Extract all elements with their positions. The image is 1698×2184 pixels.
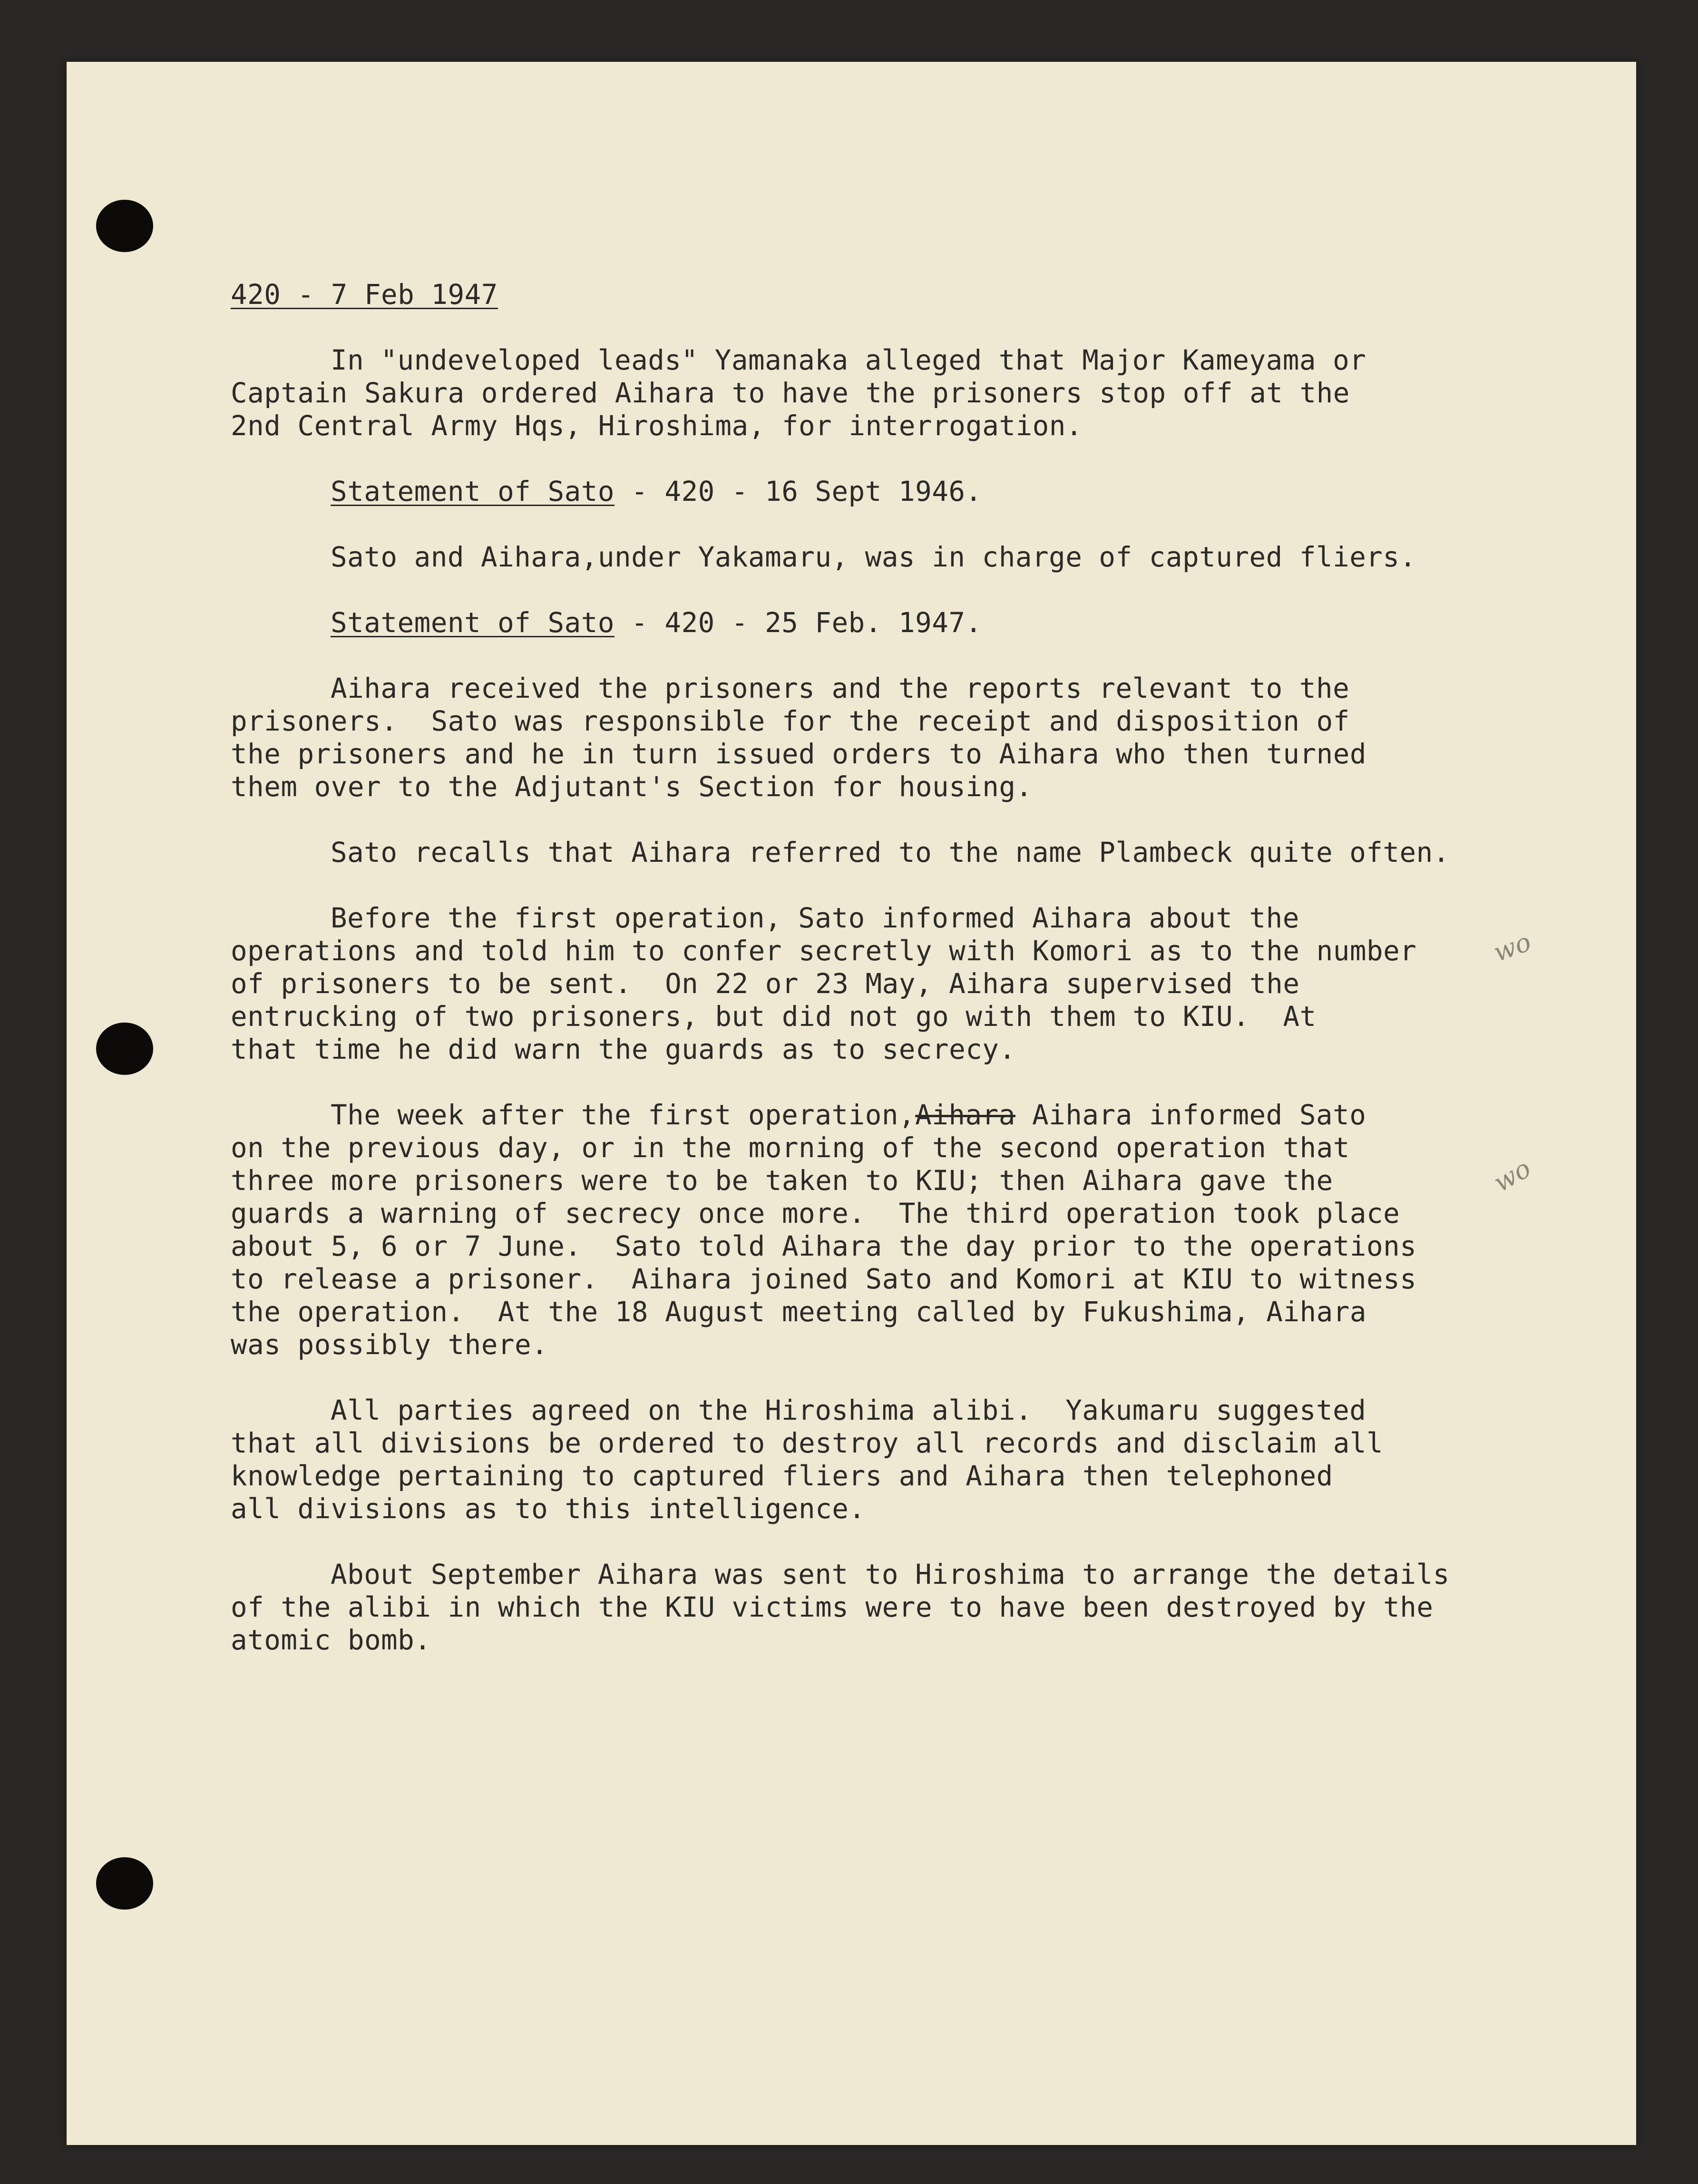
paragraph-line: on the previous day, or in the morning of the second operation that (231, 1132, 1350, 1164)
paragraph-line: was possibly there. (231, 1329, 548, 1361)
paragraph-line: the prisoners and he in turn issued orders to Aihara who then turned (231, 738, 1367, 770)
paragraph-line: Aihara received the prisoners and the reports relevant to the (331, 673, 1350, 704)
statement-heading (231, 606, 1543, 639)
struck-text: Aihara (915, 1099, 1015, 1131)
paragraph-line: all divisions as to this intelligence. (231, 1493, 866, 1525)
paragraph-line: to release a prisoner. Aihara joined Sato and Komori at KIU to witness (231, 1263, 1417, 1295)
paragraph-line: operations and told him to confer secretly with Komori as to the number (231, 935, 1417, 967)
paragraph-line: them over to the Adjutant's Section for housing. (231, 771, 1033, 803)
paragraph-line: atomic bomb. (231, 1624, 431, 1656)
paragraph-line: guards a warning of secrecy once more. The third operation took place (231, 1198, 1400, 1229)
paragraph-line: of prisoners to be sent. On 22 or 23 May, Aihara supervised the (231, 968, 1300, 1000)
paragraph-line: entrucking of two prisoners, but did not go with them to KIU. At (231, 1001, 1317, 1033)
statement-label: Statement of Sato (331, 607, 615, 639)
paragraph-line: about 5, 6 or 7 June. Sato told Aihara the day prior to the operations (231, 1230, 1417, 1262)
paragraph-line: Before the first operation, Sato informed Aihara about the (331, 902, 1299, 934)
paragraph-line: three more prisoners were to be taken to KIU; then Aihara gave the (231, 1165, 1333, 1197)
punch-hole-top (96, 200, 153, 252)
text-run: Aihara informed Sato (1015, 1099, 1366, 1131)
paragraph-line: that all divisions be ordered to destroy all records and disclaim all (231, 1427, 1384, 1459)
paragraph-line: Captain Sakura ordered Aihara to have the prisoners stop off at the (231, 377, 1350, 409)
paragraph-line: Sato recalls that Aihara referred to the name Plambeck quite often. (331, 837, 1450, 868)
punch-hole-middle (96, 1023, 153, 1075)
paragraph-line: In "undeveloped leads" Yamanaka alleged that Major Kameyama or (331, 344, 1366, 376)
paragraph-line: of the alibi in which the KIU victims were to have been destroyed by the (231, 1591, 1434, 1623)
paragraph-line: 2nd Central Army Hqs, Hiroshima, for interrogation. (231, 410, 1083, 442)
statement-label: Statement of Sato (331, 476, 615, 507)
statement-ref: - 420 - 25 Feb. 1947. (615, 607, 982, 639)
text-run: The week after the first operation, (331, 1099, 916, 1131)
paragraph-line: About September Aihara was sent to Hiroshima to arrange the details (331, 1559, 1450, 1590)
margin-note: wo (1489, 926, 1535, 968)
paragraph-line (231, 1099, 1543, 1131)
paragraph-line: prisoners. Sato was responsible for the receipt and disposition of (231, 705, 1350, 737)
paragraph-line: Sato and Aihara,under Yakamaru, was in charge of captured fliers. (331, 541, 1416, 573)
paragraph-line: All parties agreed on the Hiroshima alibi. Yakumaru suggested (331, 1394, 1366, 1426)
margin-note: wo (1488, 1153, 1536, 1198)
paragraph-line: that time he did warn the guards as to secrecy. (231, 1034, 1016, 1065)
punch-hole-bottom (96, 1857, 153, 1910)
paragraph-line: knowledge pertaining to captured fliers and Aihara then telephoned (231, 1460, 1333, 1492)
statement-heading (231, 475, 1543, 508)
document-body (231, 278, 1543, 1657)
statement-ref: - 420 - 16 Sept 1946. (615, 476, 982, 507)
document-heading: 420 - 7 Feb 1947 (231, 279, 498, 311)
paragraph-line: the operation. At the 18 August meeting called by Fukushima, Aihara (231, 1296, 1367, 1328)
